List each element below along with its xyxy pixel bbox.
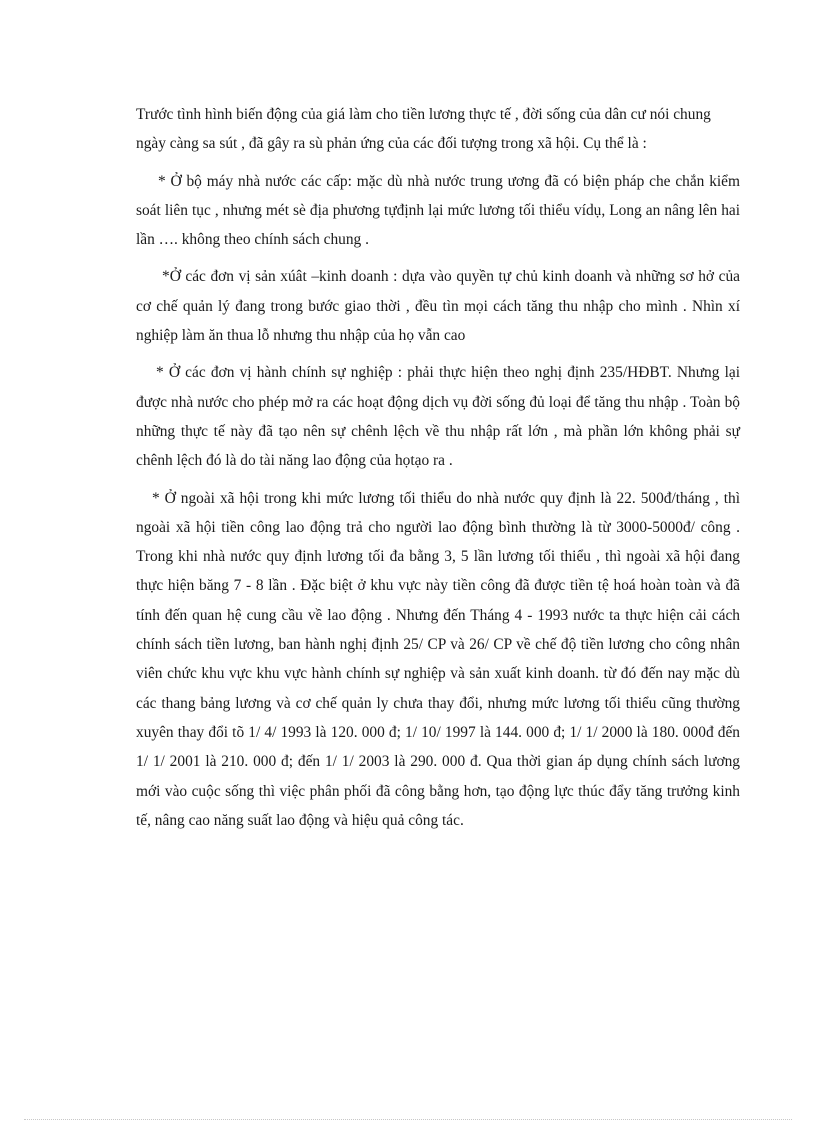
paragraph-business-units: *Ở các đơn vị sản xúât –kinh doanh : dựa vào quyền tự chủ kinh doanh và những sơ hở của cơ chế quản lý đang trong bước giao thời , đều tìn mọi cách tăng thu nhập cho mình . Nhìn xí nghiệp làm ăn thua lỗ nhưng thu nhập của họ vẫn cao xyxy=(136,268,740,345)
document-body xyxy=(136,100,740,843)
page-bottom-divider xyxy=(24,1119,792,1120)
paragraph-state-apparatus: * Ở bộ máy nhà nước các cấp: mặc dù nhà nước trung ương đã có biện pháp che chắn kiểm soát liên tục , nhưng mét sè địa phương tựđịnh lại mức lương tối thiểu vídụ, Long an nâng lên hai lần …. không theo chính sách chung . xyxy=(136,172,740,249)
paragraph-intro: Trước tình hình biến động của giá làm cho tiền lương thực tế , đời sống của dân cư nói chung ngày càng sa sút , đã gây ra sù phản ứng của các đối tượng trong xã hội. Cụ thể là : xyxy=(136,106,711,153)
paragraph-outside-society: * Ở ngoài xã hội trong khi mức lương tối thiểu do nhà nước quy định là 22. 500đ/tháng , thì ngoài xã hội tiền công lao động trả cho người lao động bình thường là từ 3000-5000đ/ công . Trong khi nhà nước quy định lương tối đa bằng 3, 5 lần lương tối thiểu , thì ngoài xã hội đang thực hiện băng 7 - 8 lần . Đặc biệt ở khu vực này tiền công đã được tiền tệ hoá hoàn toàn và đã tính đến quan hệ cung cầu về lao động . Nhưng đến Tháng 4 - 1993 nước ta thực hiện cải cách chính sách tiền lương, ban hành nghị định 25/ CP và 26/ CP về chế độ tiền lương cho công nhân viên chức khu vực khu vực hành chính sự nghiệp và sản xuất kinh doanh. từ đó đến nay mặc dù các thang bảng lương và cơ chế quản ly chưa thay đổi, nhưng mức lương tối thiểu cũng thường xuyên thay đổi tõ 1/ 4/ 1993 là 120. 000 đ; 1/ 10/ 1997 là 144. 000 đ; 1/ 1/ 2000 là 180. 000đ đến 1/ 1/ 2001 là 210. 000 đ; đến 1/ 1/ 2003 là 290. 000 đ. Qua thời gian áp dụng chính sách lương mới vào cuộc sống thì việc phân phối đã công bằng hơn, tạo động lực thúc đẩy tăng trưởng kinh tế, nâng cao năng suất lao động và hiệu quả công tác. xyxy=(136,489,740,829)
paragraph-administrative-units: * Ở các đơn vị hành chính sự nghiệp : phải thực hiện theo nghị định 235/HĐBT. Nhưng lại được nhà nước cho phép mở ra các hoạt động dịch vụ đời sống đủ loại để tăng thu nhập . Toàn bộ những thực tế này đã tạo nên sự chênh lệch về thu nhập rất lớn , mà phần lớn không phải sự chênh lệch đó là do tài năng lao động của họtạo ra . xyxy=(136,364,740,470)
